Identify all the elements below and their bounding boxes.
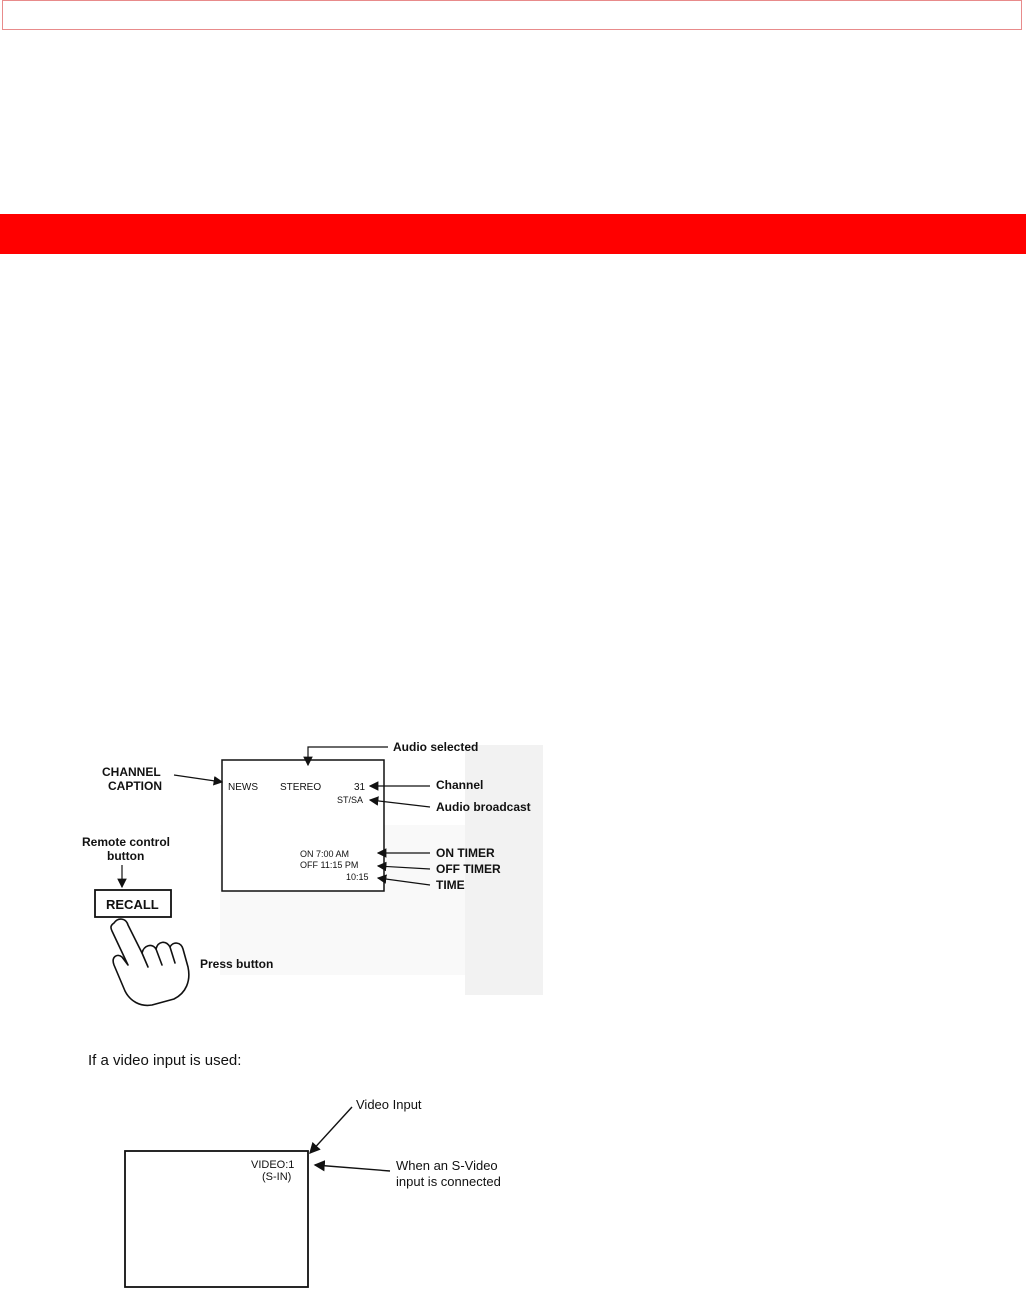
recall-display-figure <box>70 735 548 1015</box>
recall-button-label: RECALL <box>106 897 159 912</box>
press-button-label: Press button <box>200 957 274 971</box>
screen-off-time: OFF 11:15 PM <box>300 860 359 870</box>
on-timer-label: ON TIMER <box>436 846 495 860</box>
screen-channel-number: 31 <box>354 782 366 793</box>
remote-control-line-1: Remote control <box>82 835 171 849</box>
off-timer-arrow <box>378 866 430 869</box>
time-label: TIME <box>436 878 465 892</box>
s-video-line-2: input is connected <box>396 1174 501 1189</box>
audio-selected-label: Audio selected <box>393 740 479 754</box>
video-input-diagram <box>100 1085 540 1295</box>
channel-caption-arrow <box>174 775 222 782</box>
audio-broadcast-label: Audio broadcast <box>436 800 531 814</box>
video-input-arrow <box>310 1107 352 1153</box>
top-navigation-bar <box>2 0 1022 30</box>
screen-video-label: VIDEO:1 <box>251 1159 295 1171</box>
screen-s-in-label: (S-IN) <box>262 1171 292 1183</box>
s-video-line-1: When an S-Video <box>396 1158 498 1173</box>
section-header-band <box>0 214 1026 254</box>
screen-st-sa: ST/SA <box>337 795 364 805</box>
pressing-hand-icon <box>111 919 189 1005</box>
video-input-caption: If a video input is used: <box>88 1052 242 1069</box>
screen-news: NEWS <box>228 782 258 793</box>
video-input-figure <box>100 1085 540 1295</box>
channel-caption-line-1: CHANNEL <box>102 765 161 779</box>
screen-clock: 10:15 <box>346 872 369 882</box>
video-input-label: Video Input <box>356 1097 422 1112</box>
screen-on-time: ON 7:00 AM <box>300 849 350 859</box>
channel-label: Channel <box>436 778 484 792</box>
s-video-arrow <box>315 1165 390 1171</box>
channel-caption-line-2: CAPTION <box>108 779 162 793</box>
recall-display-diagram <box>70 735 548 1015</box>
screen-stereo: STEREO <box>280 782 322 793</box>
remote-control-line-2: button <box>107 849 145 863</box>
time-arrow <box>378 878 430 885</box>
off-timer-label: OFF TIMER <box>436 862 501 876</box>
